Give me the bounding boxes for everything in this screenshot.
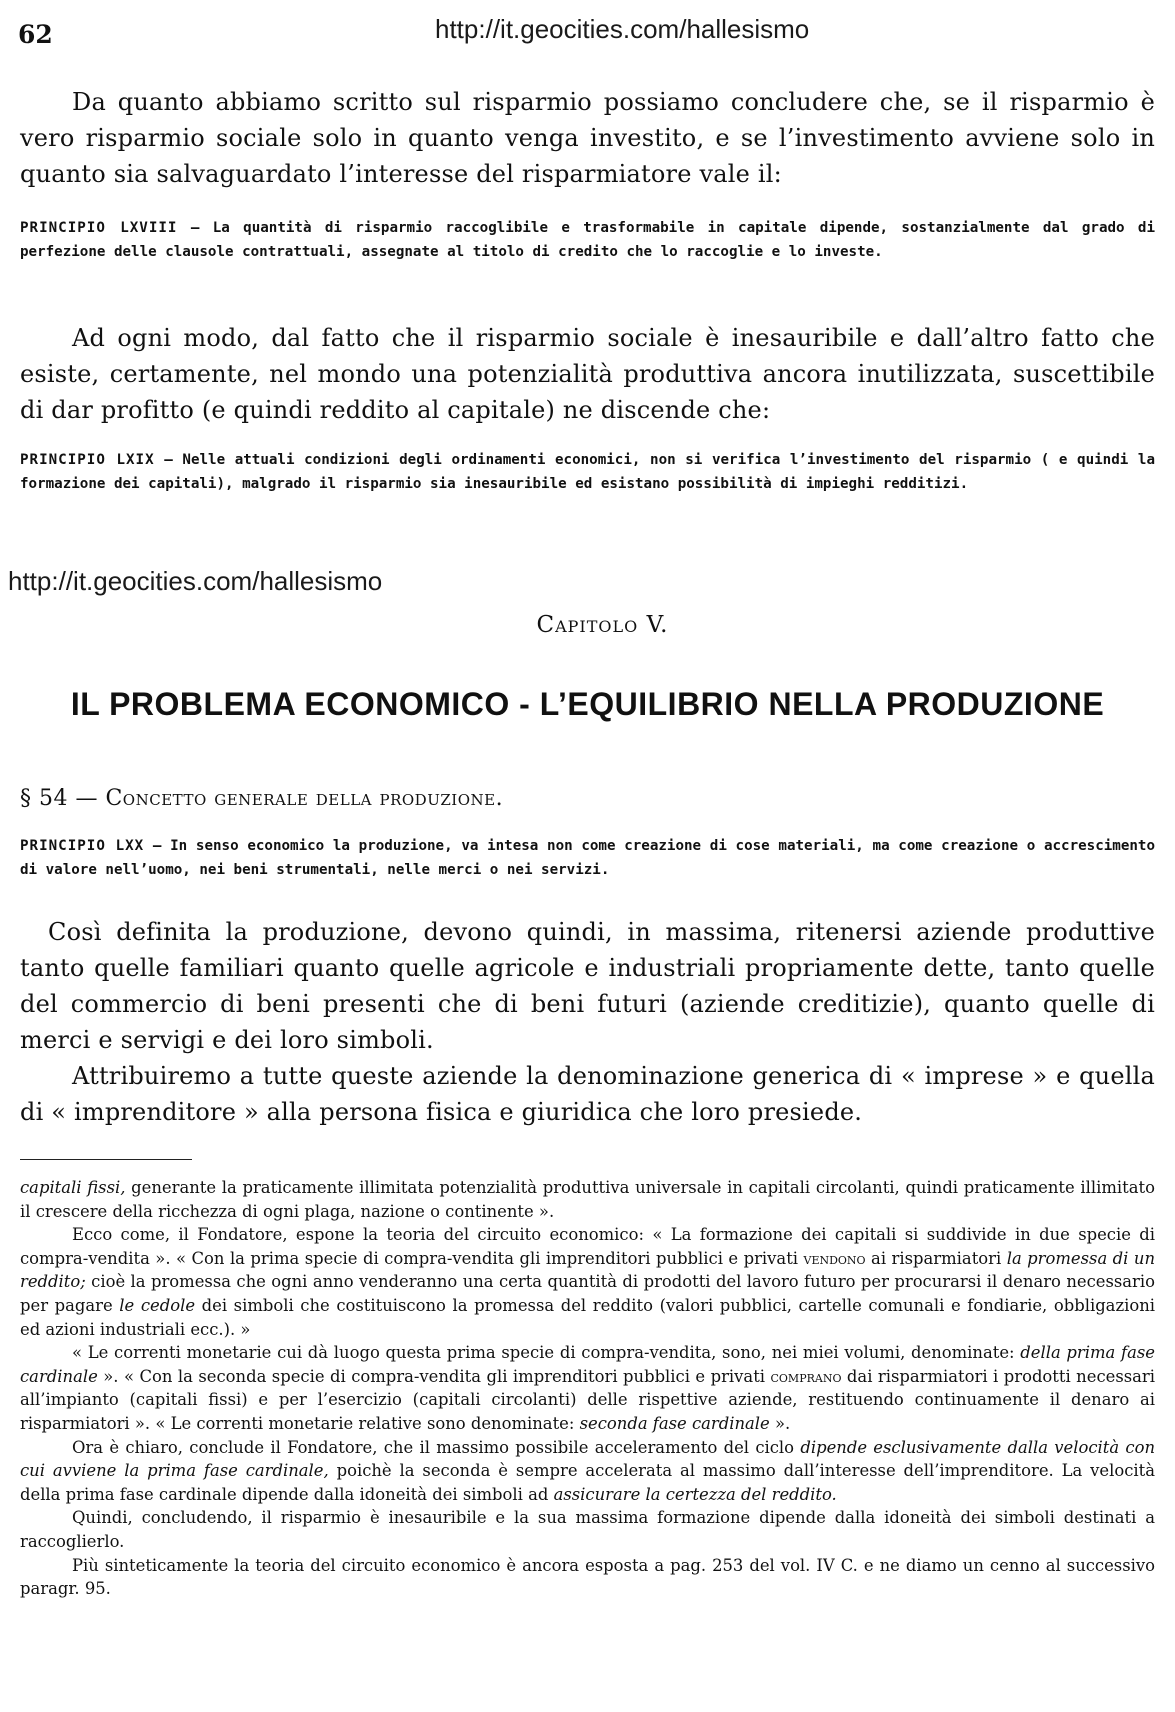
footnote-italic: capitali fissi,: [20, 1178, 126, 1197]
chapter-title: IL PROBLEMA ECONOMICO - L’EQUILIBRIO NELLA PRODUZIONE: [70, 686, 1105, 722]
paragraph-text: Attribuiremo a tutte queste aziende la denominazione generica di « imprese » e quella di « imprenditore » alla persona fisica e giuridica che loro presiede.: [20, 1062, 1155, 1126]
paragraph-inexhaustible-savings: [20, 320, 1155, 428]
principle-text: — La quantità di risparmio raccoglibile e trasformabile in capitale dipende, sostanzialmente dal grado di perfezione delle clausole contrattuali, assegnate al titolo di credito che lo raccoglie e lo investe.: [20, 220, 1156, 260]
paragraph-savings-conclusion: [20, 84, 1155, 192]
footnote-paragraph: [20, 1554, 1155, 1601]
principle-69: [20, 448, 1155, 496]
section-heading: § 54 — Concetto generale della produzione.: [20, 786, 504, 811]
footnotes: [20, 1176, 1155, 1601]
header-url: http://it.geocities.com/hallesismo: [435, 14, 810, 44]
footnote-text: « Le correnti monetarie cui dà luogo questa prima specie di compra-vendita, sono, nei miei volumi, denominate:: [72, 1343, 1021, 1363]
footnote-italic: le cedole: [119, 1295, 196, 1315]
chapter-label: Capitolo V.: [536, 612, 669, 638]
footnote-text: Quindi, concludendo, il risparmio è inesauribile e la sua massima formazione dipende dalla idoneità dei simboli destinati a raccoglierlo.: [20, 1508, 1155, 1551]
footnote-smallcaps: vendono: [803, 1248, 866, 1268]
footnote-text: dai risparmiatori i prodotti necessari all’impianto (capitali fissi) e per l’esercizio (capitali circolanti) delle rispettive aziende, restituendo continuamente il denaro ai risparmiatori ». « Le correnti monetarie relative sono denominate:: [20, 1366, 1155, 1433]
footnote-text: ».: [769, 1413, 791, 1433]
footnote-paragraph: [20, 1341, 1155, 1435]
footnote-smallcaps: comprano: [770, 1366, 842, 1386]
footnote-italic: seconda fase cardinale: [579, 1413, 770, 1433]
footnote-italic: la promessa di un reddito;: [20, 1248, 1156, 1292]
footnote-text: ai risparmiatori: [865, 1248, 1007, 1268]
footnote-text: cioè la promessa che ogni anno venderanno una certa quantità di prodotti del lavoro futuro per procurarsi il denaro necessario per pagare: [20, 1272, 1155, 1315]
footnote-paragraph: [20, 1223, 1155, 1341]
watermark-url: http://it.geocities.com/hallesismo: [8, 566, 383, 596]
footnote-italic: assicurare la certezza del reddito.: [553, 1484, 837, 1504]
paragraph-text: Da quanto abbiamo scritto sul risparmio possiamo concludere che, se il risparmio è vero risparmio sociale solo in quanto venga investito, e se l’investimento avviene solo in quanto sia salvaguardato l’interesse del risparmiatore vale il:: [20, 88, 1155, 188]
principle-key: PRINCIPIO LXVIII: [20, 220, 178, 236]
principle-68: [20, 216, 1155, 264]
paragraph-productive-firms: [20, 914, 1155, 1058]
paragraph-text: Ad ogni modo, dal fatto che il risparmio sociale è inesauribile e dall’altro fatto che esiste, certamente, nel mondo una potenzialità produttiva ancora inutilizzata, suscettibile di dar profitto (e quindi reddito al capitale) ne discende che:: [20, 324, 1155, 424]
principle-key: PRINCIPIO LXX: [20, 838, 145, 854]
principle-70: [20, 834, 1155, 882]
footnote-text: Ecco come, il Fondatore, espone la teoria del circuito economico: « La formazione dei capitali si suddivide in due specie di compra-vendita ». « Con la prima specie di compra-vendita gli imprenditori pubblici e privati: [20, 1225, 1155, 1268]
footnote-text: Più sinteticamente la teoria del circuito economico è ancora esposta a pag. 253 del vol. IV C. e ne diamo un cenno al successivo paragr. 95.: [20, 1555, 1155, 1599]
footnote-paragraph: [20, 1176, 1155, 1223]
footnote-divider: [20, 1159, 192, 1160]
footnote-text: ». « Con la seconda specie di compra-vendita gli imprenditori pubblici e privati: [97, 1366, 771, 1386]
paragraph-imprese-definition: [20, 1058, 1155, 1130]
principle-text: — Nelle attuali condizioni degli ordinamenti economici, non si verifica l’investimento del risparmio ( e quindi la formazione dei capitali), malgrado il risparmio sia inesauribile ed esistano possibilità di impieghi redditizi.: [20, 452, 1155, 492]
footnote-text: Ora è chiaro, conclude il Fondatore, che il massimo possibile acceleramento del ciclo: [72, 1437, 801, 1457]
footnote-text: poichè la seconda è sempre accelerata al massimo dall’interesse dell’imprenditore. La velocità della prima fase cardinale dipende dalla idoneità dei simboli ad: [20, 1461, 1155, 1504]
page-number: 62: [18, 20, 53, 49]
footnote-paragraph: [20, 1506, 1155, 1553]
principle-text: — In senso economico la produzione, va intesa non come creazione di cose materiali, ma come creazione o accrescimento di valore nell’uomo, nei beni strumentali, nelle merci o nei servizi.: [20, 838, 1156, 878]
footnote-text: dei simboli che costituiscono la promessa del reddito (valori pubblici, cartelle comunali e fondiarie, obbligazioni ed azioni industriali ecc.). »: [20, 1295, 1156, 1339]
footnote-text: generante la praticamente illimitata potenzialità produttiva universale in capitali circolanti, quindi praticamente illimitato il crescere della ricchezza di ogni plaga, nazione o continente ».: [20, 1178, 1155, 1221]
footnote-italic: della prima fase cardinale: [20, 1343, 1155, 1386]
principle-key: PRINCIPIO LXIX: [20, 452, 155, 468]
footnote-paragraph: [20, 1436, 1155, 1507]
footnote-italic: dipende esclusivamente dalla velocità con cui avviene la prima fase cardinale,: [20, 1437, 1155, 1481]
paragraph-text: Così definita la produzione, devono quindi, in massima, ritenersi aziende produttive tanto quelle familiari quanto quelle agricole e industriali propriamente dette, tanto quelle del commercio di beni presenti che di beni futuri (aziende creditizie), quanto quelle di merci e servigi e dei loro simboli.: [20, 918, 1155, 1054]
